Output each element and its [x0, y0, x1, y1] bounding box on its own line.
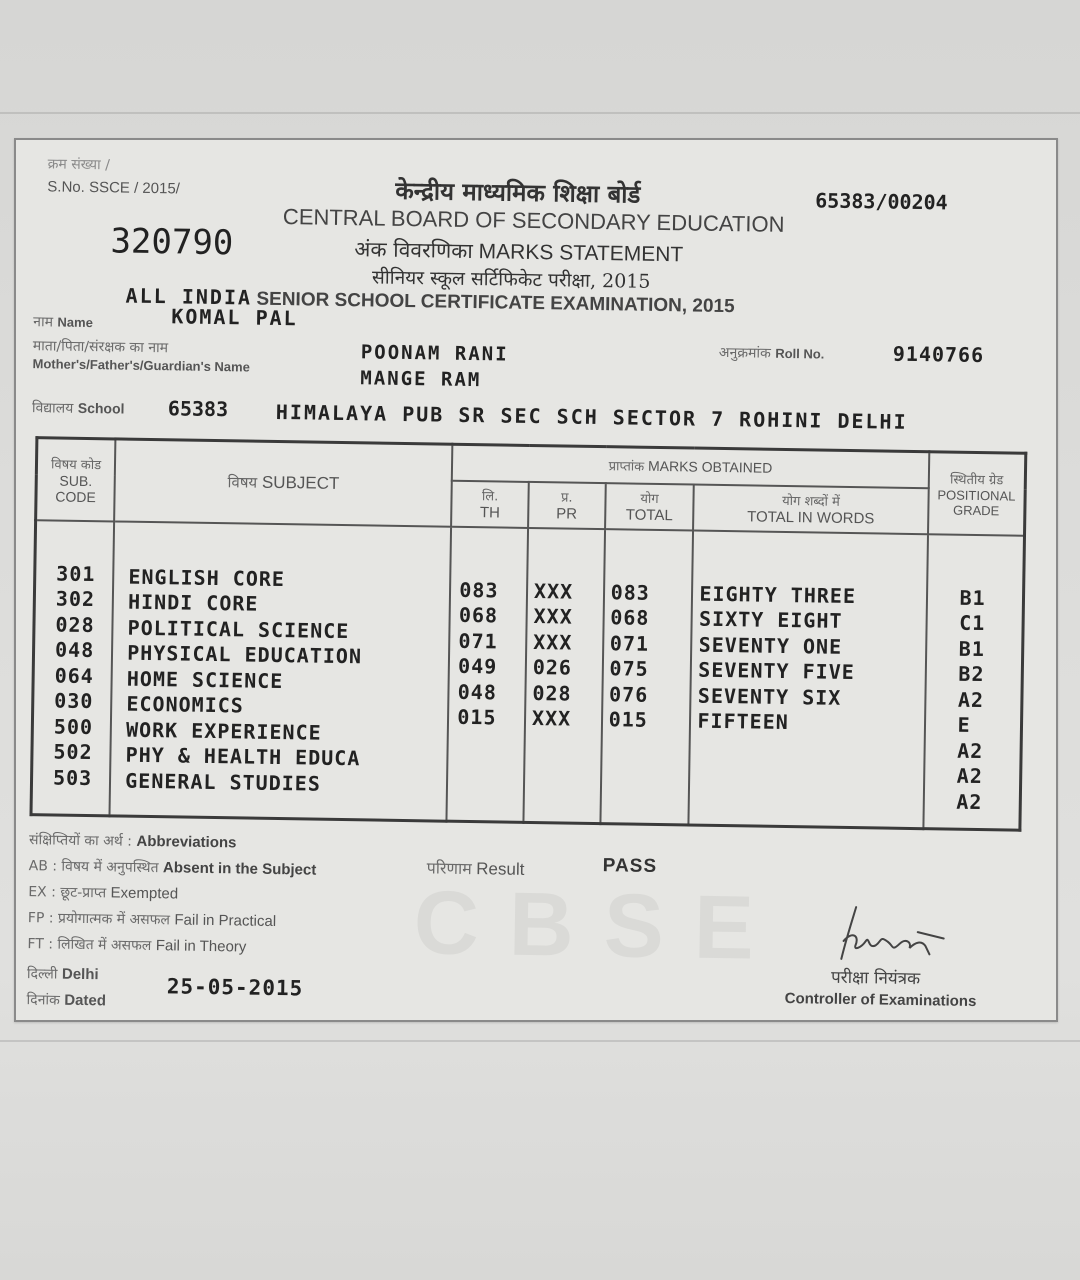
result-label — [427, 856, 525, 880]
abbr-ab — [29, 856, 317, 880]
col-sub-code — [31, 520, 114, 816]
header-grade-hi: स्थितीय ग्रेड — [949, 472, 1004, 489]
roll-label — [719, 343, 825, 364]
watermark: CBSE — [413, 873, 785, 979]
serial-number: 320790 — [110, 221, 234, 264]
header-th-en: TH — [479, 504, 501, 522]
result-label-hi: परिणाम — [426, 858, 472, 879]
exam-prefix: ALL INDIA — [125, 283, 253, 310]
paper-fold-top — [0, 112, 1080, 114]
total-marks: 075 — [609, 656, 649, 681]
total-marks: 083 — [610, 579, 651, 605]
positional-grade: A2 — [956, 789, 983, 814]
practical-marks: XXX — [533, 629, 573, 655]
serial-label-hi: क्रम संख्या / — [47, 156, 110, 174]
abbr-ab-hi: AB : विषय में अनुपस्थित — [28, 858, 159, 877]
place-hi: दिल्ली — [26, 966, 58, 983]
theory-marks: 071 — [458, 628, 498, 653]
abbreviations-title — [29, 830, 237, 852]
mother-name: POONAM RANI — [360, 341, 509, 366]
header-total-en: TOTAL — [625, 506, 673, 525]
header-total-words — [693, 484, 928, 534]
reference-number: 65383/00204 — [815, 188, 948, 215]
name-label-hi: नाम — [33, 314, 54, 331]
subject-code: 048 — [54, 637, 95, 663]
subject-code: 302 — [55, 586, 96, 612]
header-subject-hi: विषय — [227, 472, 258, 492]
positional-grade: E — [957, 712, 971, 737]
header-sub-code-en: SUB. CODE — [55, 472, 96, 505]
practical-marks: 028 — [532, 680, 572, 706]
abbr-ex-hi: EX : छूट-प्राप्त — [28, 884, 107, 902]
positional-grade: C1 — [959, 610, 986, 636]
total-in-words: SEVENTY FIVE — [698, 657, 855, 685]
positional-grade: B1 — [958, 636, 986, 661]
dated-label — [26, 990, 106, 1010]
serial-label-en: S.No. SSCE / 2015/ — [47, 178, 181, 198]
exam-title-hi: सीनियर स्कूल सर्टिफिकेट परीक्षा, 2015 — [371, 266, 651, 293]
header-subject — [114, 439, 452, 526]
practical-marks: XXX — [531, 706, 572, 731]
header-sub-code-hi: विषय कोड — [50, 457, 102, 473]
subject-code: 500 — [53, 714, 94, 739]
subject-code: 064 — [54, 663, 95, 688]
place — [27, 964, 99, 984]
header-total-hi: योग — [640, 491, 659, 507]
col-grade — [923, 534, 1025, 830]
subject-code: 301 — [56, 561, 96, 586]
abbr-ex — [28, 882, 178, 903]
total-in-words: EIGHTY THREE — [699, 581, 857, 608]
abbr-ft-hi: FT : लिखित में असफल — [27, 936, 152, 955]
positional-grade: A2 — [956, 738, 984, 763]
col-subject — [110, 521, 452, 821]
total-in-words: SIXTY EIGHT — [698, 606, 843, 633]
header-words-hi: योग शब्दों में — [782, 493, 840, 510]
statement-title-hi: अंक विवरणिका — [354, 237, 474, 264]
name-label — [33, 312, 93, 332]
subject-code: 028 — [55, 612, 95, 637]
header-marks-en: MARKS OBTAINED — [647, 457, 773, 476]
total-marks: 015 — [608, 707, 649, 732]
subject-name: POLITICAL SCIENCE — [127, 615, 350, 643]
dated-label-hi: दिनांक — [26, 992, 60, 1009]
roll-number: 9140766 — [892, 341, 985, 368]
father-name: MANGE RAM — [360, 367, 482, 392]
subject-name: WORK EXPERIENCE — [125, 717, 322, 745]
positional-grade: A2 — [957, 687, 985, 712]
header-pr-en: PR — [556, 505, 578, 523]
abbr-ft-en: Fail in Theory — [155, 937, 247, 956]
subject-code: 030 — [54, 688, 94, 714]
col-total — [600, 529, 693, 825]
positional-grade: B2 — [958, 661, 985, 687]
theory-marks: 068 — [458, 602, 499, 628]
candidate-name: KOMAL PAL — [171, 304, 298, 331]
board-name-en: CENTRAL BOARD OF SECONDARY EDUCATION — [282, 204, 785, 237]
positional-grade: A2 — [956, 763, 984, 789]
col-pr — [523, 527, 604, 823]
total-in-words: SEVENTY ONE — [698, 632, 843, 659]
statement-title-en: MARKS STATEMENT — [478, 240, 684, 267]
col-th — [447, 526, 528, 822]
subject-name: ECONOMICS — [126, 691, 245, 718]
roll-label-en: Roll No. — [775, 345, 825, 362]
header-pr — [528, 481, 605, 528]
total-marks: 071 — [609, 630, 650, 656]
theory-marks: 015 — [457, 704, 497, 730]
result-value: PASS — [602, 855, 658, 878]
school-name: HIMALAYA PUB SR SEC SCH SECTOR 7 ROHINI DELHI — [275, 399, 908, 434]
roll-label-hi: अनुक्रमांक — [718, 344, 771, 362]
practical-marks: 026 — [532, 655, 573, 680]
subject-code: 503 — [52, 765, 93, 790]
parent-label-hi: माता/पिता/संरक्षक का नाम — [32, 338, 169, 357]
issue-date: 25-05-2015 — [166, 974, 304, 1001]
result-label-en: Result — [476, 859, 525, 879]
theory-marks: 083 — [459, 577, 499, 602]
marks-statement-sheet — [14, 138, 1058, 1022]
controller-title-en: Controller of Examinations — [784, 990, 977, 1011]
header-grade-en: POSITIONAL GRADE — [937, 487, 1016, 519]
abbr-fp-hi: FP : प्रयोगात्मक में असफल — [27, 910, 171, 929]
header-words-en: TOTAL IN WORDS — [747, 508, 875, 528]
total-in-words: FIFTEEN — [697, 708, 789, 735]
header-pr-hi: प्र. — [560, 490, 573, 506]
marks-table — [29, 436, 1027, 832]
controller-title-hi: परीक्षा नियंत्रक — [830, 967, 921, 990]
theory-marks: 048 — [457, 679, 498, 704]
subject-name: PHY & HEALTH EDUCA — [125, 742, 361, 771]
paper-fold-bottom — [0, 1040, 1080, 1042]
board-name-hi: केन्द्रीय माध्यमिक शिक्षा बोर्ड — [395, 175, 641, 209]
controller-signature — [825, 901, 966, 967]
subject-name: GENERAL STUDIES — [125, 768, 322, 796]
practical-marks: XXX — [533, 604, 573, 629]
positional-grade: B1 — [959, 585, 986, 610]
school-label — [32, 398, 125, 418]
abbr-ab-en: Absent in the Subject — [162, 859, 317, 879]
name-label-en: Name — [57, 314, 94, 331]
col-total-words — [689, 530, 928, 829]
school-code: 65383 — [167, 396, 229, 422]
total-marks: 076 — [608, 681, 649, 707]
dated-label-en: Dated — [64, 991, 107, 1010]
practical-marks: XXX — [533, 578, 574, 604]
abbr-ft — [27, 934, 246, 956]
header-sub-code — [36, 438, 116, 521]
marks-statement-content — [12, 146, 1041, 1024]
subject-name: PHYSICAL EDUCATION — [127, 640, 363, 669]
abbreviations-title-hi: संक्षिप्तियों का अर्थ : — [28, 832, 133, 850]
header-total — [605, 483, 695, 530]
abbr-ex-en: Exempted — [110, 884, 179, 903]
abbr-fp-en: Fail in Practical — [174, 911, 277, 931]
header-th — [451, 480, 528, 527]
parent-label-en: Mother's/Father's/Guardian's Name — [32, 356, 251, 375]
header-subject-en: SUBJECT — [261, 472, 340, 493]
subject-name: ENGLISH CORE — [128, 564, 286, 591]
subject-code: 502 — [53, 739, 93, 765]
exam-title-en: SENIOR SCHOOL CERTIFICATE EXAMINATION, 2015 — [256, 288, 735, 318]
header-positional-grade — [928, 452, 1026, 536]
header-th-hi: लि. — [481, 489, 499, 505]
total-marks: 068 — [610, 605, 650, 630]
school-label-en: School — [77, 399, 125, 417]
abbreviations-title-en: Abbreviations — [136, 832, 237, 852]
theory-marks: 049 — [457, 653, 498, 679]
abbr-fp — [28, 908, 277, 931]
school-label-hi: विद्यालय — [31, 400, 74, 417]
total-in-words: SEVENTY SIX — [697, 683, 842, 710]
place-en: Delhi — [61, 965, 99, 984]
subject-name: HOME SCIENCE — [126, 666, 284, 693]
header-marks-hi: प्राप्तांक — [608, 458, 645, 475]
subject-name: HINDI CORE — [127, 589, 259, 616]
